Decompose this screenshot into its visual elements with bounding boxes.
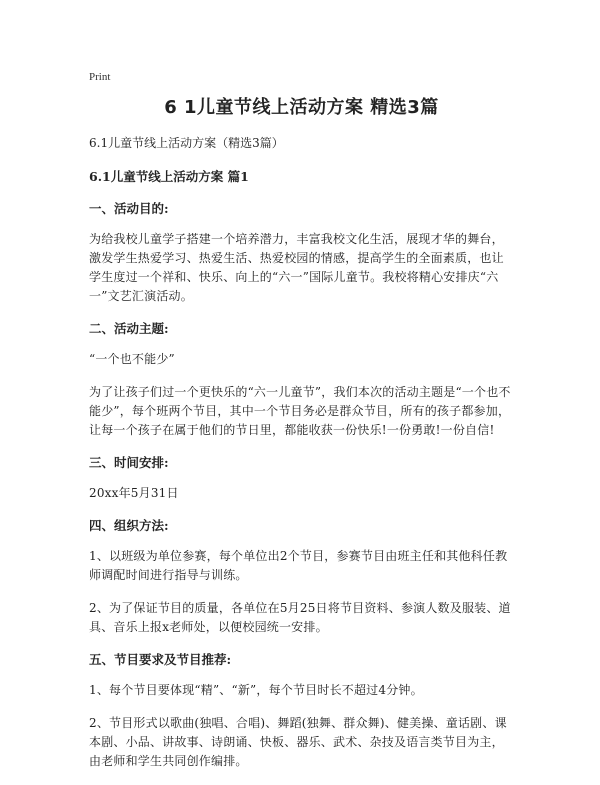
section-heading: 一、活动目的: — [89, 201, 169, 216]
page-title: 6 1儿童节线上活动方案 精选3篇 — [164, 97, 439, 118]
section-heading: 四、组织方法: — [89, 518, 169, 533]
section-theme — [89, 320, 514, 440]
section-requirements — [89, 651, 514, 771]
section-paragraph: 20xx年5月31日 — [89, 486, 179, 500]
print-link[interactable]: Print — [89, 71, 111, 83]
section-heading: 五、节目要求及节目推荐: — [89, 652, 232, 667]
document-content — [89, 96, 514, 785]
section-paragraph: 为了让孩子们过一个更快乐的“六一儿童节”，我们本次的活动主题是“一个也不能少”，每个班两个节目，其中一个节目务必是群众节目，所有的孩子都参加，让每一个孩子在属于他们的节日里，都能收获一份快乐!一份勇敢!一份自信! — [89, 385, 511, 437]
section-paragraph: 2、节目形式以歌曲(独唱、合唱)、舞蹈(独舞、群众舞)、健美操、童话剧、课本剧、小品、讲故事、诗朗诵、快板、器乐、武术、杂技及语言类节目为主，由老师和学生共同创作编排。 — [89, 716, 507, 768]
article-heading: 6.1儿童节线上活动方案 篇1 — [89, 169, 249, 184]
section-paragraph: 2、为了保证节目的质量，各单位在5月25日将节目资料、参演人数及服装、道具、音乐上报x老师处，以便校园统一安排。 — [89, 601, 511, 634]
section-paragraph: 1、以班级为单位参赛，每个单位出2个节目，参赛节目由班主任和其他科任教师调配时间进行指导与训练。 — [89, 549, 508, 582]
section-heading: 三、时间安排: — [89, 455, 169, 470]
section-heading: 二、活动主题: — [89, 321, 169, 336]
section-paragraph: “一个也不能少” — [89, 352, 175, 366]
section-paragraph: 为给我校儿童学子搭建一个培养潜力，丰富我校文化生活，展现才华的舞台，激发学生热爱学习、热爱生活、热爱校园的情感，提高学生的全面素质，也让学生度过一个祥和、快乐、向上的“六一”国际儿童节。我校将精心安排庆“六一”文艺汇演活动。 — [89, 232, 504, 303]
section-purpose — [89, 200, 514, 306]
section-organization — [89, 517, 514, 637]
document-subtitle: 6.1儿童节线上活动方案（精选3篇） — [89, 136, 284, 150]
section-paragraph: 1、每个节目要体现“精”、“新”，每个节目时长不超过4分钟。 — [89, 683, 423, 697]
section-schedule — [89, 454, 514, 503]
